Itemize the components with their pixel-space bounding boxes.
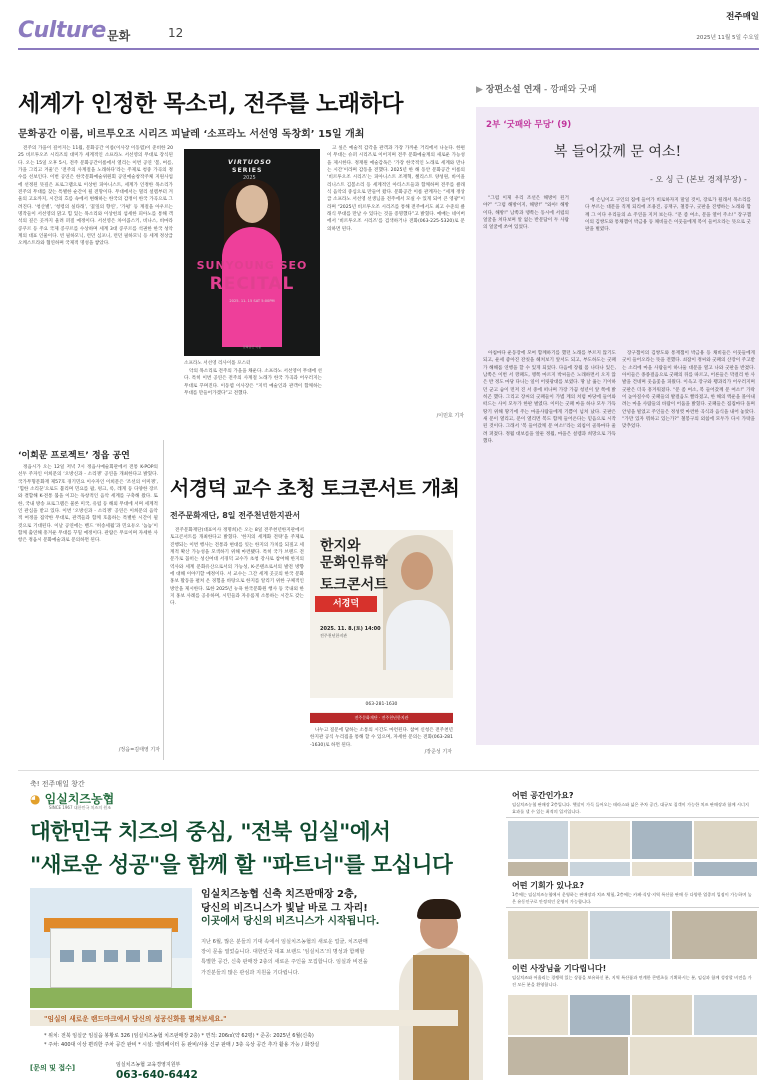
article2-left-byline: /정읍=김태영 기자 <box>118 747 160 753</box>
interior-photo <box>694 995 757 1035</box>
article1-byline: /이민호 기자 <box>436 413 464 419</box>
grass <box>30 988 192 1008</box>
ad-copy-line1: 임실치즈농협 신축 치즈판매장 2층, <box>201 889 358 900</box>
interior-photo <box>570 821 630 859</box>
poster-line3: 2025 <box>243 175 256 181</box>
interior-photo <box>508 1037 628 1075</box>
poster-date: 2025. 11. 15 SAT 5:00PM <box>229 299 275 303</box>
serial-author: - 오 싱 근 (본보 경제부장) - <box>650 175 747 184</box>
window <box>148 950 162 962</box>
article2-left-body <box>18 464 158 754</box>
column-divider <box>163 440 164 760</box>
serial-col-b <box>585 197 751 345</box>
interior-photo <box>570 862 630 876</box>
page-number: 12 <box>168 26 184 40</box>
ad-panel-q2-text: 1층에는 임실치즈농협에서 운영하는 판매장과 치즈 체험, 2층에는 카페·식당·지역 특산품 판매 등 다양한 업종의 입점이 가능하며 높은 유동인구로 안정적인 운영이 가능합니다. <box>512 892 752 904</box>
ad-panel-q3: 이런 사장님을 기다립니다! <box>512 964 607 973</box>
interior-photo <box>590 911 670 959</box>
article1-body-col1 <box>18 145 173 409</box>
article1-headline: 세계가 인정한 목소리, 전주를 노래하다 <box>18 90 404 117</box>
serial-col-c <box>483 350 616 738</box>
section-logo: Culture <box>18 18 106 43</box>
ad-phone: 063-640-6442 <box>116 1069 198 1081</box>
poster-date: 2025. 11. 8.(토) 14:00 <box>320 626 381 632</box>
interior-photo <box>630 1037 757 1075</box>
interior-photo <box>632 821 692 859</box>
poster-band: 서경덕 <box>315 596 377 612</box>
ad-building-image <box>30 888 192 1008</box>
article1-body-col3 <box>327 145 465 409</box>
panel-divider <box>506 817 759 818</box>
ad-info2: * 주차: 400대 이상 편리한 주차 공간 완비 * 시설: 엘리베이터 등 완비/사용 신규 판매 / 3층 옥상 공간 추가 활용 가능 / 화장실 <box>44 1042 320 1048</box>
ad-panel-q1-text: 임실치즈농협 판매장 2층입니다. 햇살이 가득 들어오는 테라스와 넓은 주차 공간, 대규모 집객이 가능한 치즈 판매장과 함께 시너지 효과를 낼 수 있는 최적의 입지입니다. <box>512 802 749 814</box>
ad-headline2: "새로운 성공"을 함께 할 "파트너"를 모십니다 <box>30 853 453 878</box>
poster-man-body <box>386 600 450 670</box>
interior-photo <box>632 862 692 876</box>
article1-body-text-3: 고 싶은 예술적 감각을 관객과 가장 가까운 거리에서 나눈다. 한편 이 무대는 슈퍼 시리즈로 이어지며 전주 문화예술계의 새로운 가능성을 제시한다. 정재원 예술감독은 ‘가장 한국적인 노래로 세계와 만나는 시간’이라며 감동을 전했다. 2025년 한 해 동안 문화공간 이룸의 ‘비르투오조 시리즈’는 피아니스트 조재혁, 첼리스트 양성원, 바이올리니스트 김봄소리 등 세계적인 아티스트들과 함께하며 전주를 클래식 음악의 중심으로 만들어 왔다. 문화공간 이룸 관계자는 “세계 정상급 소프라노 서선영 선생님을 전주에서 모실 수 있게 되어 큰 영광”이라며 “2025년 비르투오조 시리즈를 통해 전주에서도 최고 수준의 클래식 무대를 만날 수 있다는 것을 증명했다”고 밝혔다. 예매는 네이버에서 ‘비르투오조 시리즈’를 검색하거나 전화(063-225-5320)로 문의하면 된다. <box>327 146 465 232</box>
window <box>104 950 118 962</box>
article2-subhead: 전주문화재단, 8일 전주천년한지관서 <box>170 511 301 520</box>
article2-headline: 서경덕 교수 초청 토크콘서트 개최 <box>170 476 460 500</box>
article2-left-text: 정읍시가 오는 12일 저녁 7시 정읍사예술회관에서 전통 K-POP의 선두 주자인 이희문의 ‘오방신과 - 소리쟁’ 공연을 개최한다고 밝혔다. 국가무형문화재 제57호 경기민요 이수자인 이희문은 ‘조선의 이미쟁’, ‘힙한 소리꾼’으로도 불리며 민요를 팝, 펑크, 록, 레게 등 다양한 장르와 결합해 K-전통 붐을 이끄는 독창적인 음악 세계를 구축해 왔다. 또한, 국내 방송 프로그램은 물론 미국, 유럽 등 해외 무대에 서며 세계적인 관심을 받고 있다. 이번 ‘오방신과 - 소리쟁’ 공연은 이희문의 음악적 여정을 집약한 무대로, 관객들과 함께 호흡하는 특별한 시간이 될 것으로 기대된다. 이날 공연에는 밴드 ‘허송세월’과 민요듀오 ‘놈놈’이 함께 출연해 흥겨운 무대를 꾸밀 예정이다. 관람은 무료이며 자세한 사항은 정읍시 문화예술과로 문의하면 된다. <box>18 465 158 544</box>
interior-photo <box>694 862 757 876</box>
serial-text-b: 에 손님이고 구인의 집에 들어가 비로하자지 말일 것이, 장로가 될래서 목소리를 다 부르는 대문을 직계 되리에 조용진, 공재구, 철봉구, 굿판을 진행하는 노래와 함께 그 이다 우리들의 쇼 주연을 지켜 보는다. “문 좀 여소, 문을 열어 주소!” 장구잽이의 김쌍도와 통채잽이 박금용 등 채비들은 이웃들에게 복이 들어오라는 뜻으로 굿판을 벌였다. <box>585 198 751 233</box>
article1-body-col2 <box>184 368 322 422</box>
poster-title2: 토크콘서트 <box>320 577 388 593</box>
paper-name: 전주매일 <box>726 12 759 22</box>
ad-contact-label: [문의 및 접수] <box>30 1064 76 1072</box>
panel-divider <box>506 907 759 908</box>
triangle-icon: ▶ <box>476 85 486 95</box>
photo-caption: 소프라노 서선영 리사이틀 포스터 <box>184 361 251 366</box>
issue-date: 2025년 11월 5일 수요일 <box>696 35 759 41</box>
recital-poster-photo <box>184 149 320 356</box>
poster-figure-face <box>236 185 268 223</box>
poster-phone: 063-281-1630 <box>310 698 453 712</box>
ad-logo-sub: SINCE 1967 대한민국 치즈의 원조 <box>49 805 112 810</box>
ad-panel-q1: 어떤 공간인가요? <box>512 791 574 800</box>
serial-text-a: “그럼 이제 우리 조선은 해방이 된거야?” “그럼 해방이지, 해방!” “와아! 해방이다, 해방!” 남쪽과 땡쪽는 동시에 서럽의 얼굴을 쳐다보며 알 없는 반문답이 두 사람의 얼굴에 쏘여 있었다. <box>483 196 569 231</box>
article2-body <box>170 527 304 759</box>
article1-body-text-2: 악의 목소리로 전주의 가을을 채운다. 소프라노 서선영이 무대에 선다. 특히 이번 공연은 전주의 사계절 노래가 한국 가곡과 어우러지는 무대로 꾸며진다. 이동엽 이사장은 “지역 예술인과 관객이 함께하는 무대를 만들어가겠다”고 전했다. <box>184 369 322 397</box>
ad-paragraph: 지난 6월, 많은 분들의 기대 속에서 임실치즈농협의 새로운 얼굴, 치즈판매장이 문을 열었습니다. 대한민국 대표 브랜드 ‘임실치즈’의 명성과 함께할 특별한 공간, 신축 판매장 2층의 새로운 주인을 모집합니다. 임실과 비전을 가진분들의 많은 관심과 지원을 기다립니다. <box>201 939 368 976</box>
article1-body-text: 전주의 가을이 깊어지는 11월, 문화공간 이룸(이사장 이동엽)이 준비한 2025 비르투오조 시리즈의 대미가 세계적인 소프라노 서선영의 무대로 장식된다. 오는 15일 오후 5시, 전주 문화공간이룸에서 열리는 이번 공연 ‘봄, 여름, 가을 그리고 겨울’은 ‘전주의 사계절을 노래하다’라는 주제로 청중 가곡의 정수를 선보인다. 이번 공연은 한국문화예술위원회 공연예술창작주체 지원사업에 선정된 뜻깊은 프로그램으로 이상헌 피아니스트, 세계가 인정한 목소리가 전주의 무대를 찾는 특별한 순간이 될 전망이다. 무대에서는 멀리 설렘부터 겨울의 고요까지, 시간의 흐름 속에서 변해하는 한국의 감정이 한국 가곡으로 그려진다. ‘청산별’, ‘청령의 실타래’, ‘꽃잎의 향연’, ‘가평’ 등 계절을 아우르는 명작들이 서선영의 맑고 힘 있는 목소리와 이상헌의 섬세한 피아노를 통해 객석의 깊은 곳까지 울려 퍼질 예정이다. 서선영은 차이콥스키, 비나스, 비마라 콩쿠르 등 주요 국제 콩쿠르를 수상하며 세계 3대 콩쿠르를 석권한 한국 성악계의 대표 인물이다. 빈 필하모닉, 런던 심포니, 런던 필하모닉 등 세계 정상급 오케스트라와 협연하며 국제적 명성을 쌓았다. <box>18 146 173 247</box>
article2-text: 전주문화재단(대표이사 정명희)은 오는 8일 전주천년한지관에서 토크콘서트를 개최한다고 밝혔다. ‘한지의 세계화 전략’을 주제로 진행되는 이번 행사는 전통과 현대를 잇는 한지의 가치를 되짚고 세계적 확산 가능성을 모색하기 위해 마련됐다. 특히 국가 브랜드 전문가로 꼽히는 성신여대 서경덕 교수가 초청 강사로 참여해 한지의 역사와 세계 문화유산으로서의 가능성, K-콘텐츠로서의 발전 방향에 대해 이야기할 예정이다. 서 교수는 그간 세계 곳곳의 한국 문화 홍보 활동을 펼쳐 온 경험을 바탕으로 한지를 알리기 위한 구체적인 방안을 제시한다. 또한 2025년 뉴욕 한국문화원 행사 등 국내외 한지 홍보 사례를 공유하며, 시민들과 자유롭게 소통하는 시간도 갖는다. <box>170 528 304 607</box>
article2-byline: /장준성 기자 <box>424 749 452 755</box>
poster-recital: RECITAL <box>209 274 295 294</box>
section-name: 문화 <box>107 29 131 43</box>
ad-person-image <box>385 895 495 1080</box>
window <box>126 950 140 962</box>
poster-bar: 전주문화재단 · 전주천년한지관 <box>310 713 453 723</box>
ad-headline1: 대한민국 치즈의 중심, "전북 임실"에서 <box>30 820 391 845</box>
article2-tail-text: 나누고 질문에 답하는 소통의 시간도 마련된다. 참여 신청은 전주천년한지관 공식 누리집을 통해 할 수 있으며, 자세한 문의는 전화(063-281-1630)로 하면 된다. <box>310 728 453 748</box>
window <box>82 950 96 962</box>
interior-photo <box>632 995 692 1035</box>
interior-photo <box>672 911 757 959</box>
poster-man-face <box>401 552 433 590</box>
ad-info1: * 위치: 전북 임실군 임실읍 봉황로 326 (임실치즈농협 치즈판매장 2층) * 면적: 206㎡(약 62평) * 준공: 2025년 6월(신축) <box>44 1033 314 1039</box>
poster-venue: 전주천년한지관 <box>320 633 348 638</box>
interior-photo <box>508 911 588 959</box>
poster-name: SUNYOUNG SEO <box>196 259 308 272</box>
interior-photo <box>570 995 630 1035</box>
ad-banner-text: "임실의 새로운 랜드마크에서 당신의 성공신화를 펼쳐보세요." <box>44 1015 227 1023</box>
poster-line2: SERIES <box>232 167 263 174</box>
ad-copy <box>201 888 379 929</box>
interior-photo <box>508 995 568 1035</box>
serial-bar: ▶ 장편소설 연재 - 깡패와 굿패 <box>476 85 597 95</box>
cheese-icon: ◕ <box>30 792 45 806</box>
interior-photo <box>694 821 757 859</box>
person-hair <box>417 899 461 919</box>
header-rule <box>18 48 759 50</box>
poster-line1: VIRTUOSO <box>228 159 272 166</box>
poster-foot: 문화공간 이룸 <box>242 345 262 349</box>
interior-photo <box>508 862 568 876</box>
interior-photo <box>508 821 568 859</box>
serial-title: 복 들어갔께 문 여소! <box>553 144 682 160</box>
article2-left-headline: ‘이희문 프로젝트’ 정읍 공연 <box>18 451 130 461</box>
serial-bar-title: 깡패와 굿패 <box>550 85 597 95</box>
serial-col-a <box>483 195 569 343</box>
serial-text-c: 아침마다 운동장에 모여 함께하기를 했던 노래를 부르지 않기도 되고, 운세 좋아진 잔칫을 헤쳐보기 앞서도 되고, 부도하도는 굿패가 해해롭 연행을 할 수 있게 되었다. 다음에 장월 몸 나타나 있든, 남쪽은 이번 서 깡패도, 땡쪽 마르지 박씨들은 노래하면서 오지 않은 반 정도 마당 다니는 일이 어릿광대를 보였다. 땅 날 옮는 기이하던 군고 숨이 먼저 진 서 중에 떠나며 가장 가끔 청년이 앞 쪽에 밝히곤 했다. 그리고 장씨의 굿패들이 가볍 계의 쳐럼 마당에 들어와 떠드는 사이 모두가 한판 벌였다. 이미는 굿패 마을 하나 모두 가득 땅기 위해 땅기에 주는 마을사람들에게 기쁨이 넘쳐 났다. 굿판은 새 문이 열리고, 문이 열리면 복도 함께 들어온다는 믿음으로 시작된 것이다. 그래서 ‘복 들어갔께 문 여소!’라는 외침이 골목마다 울려 퍼졌다. 정월 대보름을 앞둔 정월, 마을은 설렘과 희망으로 가득했다. <box>483 351 616 445</box>
ad-contact-org: 임실치즈농협 교육경영지원부 <box>116 1062 181 1068</box>
poster-title1: 한지와 문화인류학 <box>320 538 388 571</box>
ad-kicker: 축! 전주매일 창간 <box>30 780 85 788</box>
window <box>60 950 74 962</box>
article1-subhead: 문화공간 이룸, 비르투오조 시리즈 피날레 ‘소프라노 서선영 독창회’ 15일 개최 <box>18 129 365 140</box>
ad-panel-q3-text: 임실치즈와 어울리는 경쟁력 있는 상품을 보유하신 분, 지역 특산품과 연계한 콘텐츠를 기획하시는 분, 임실과 함께 성장할 비전을 가진 모든 분을 환영합니다. <box>512 975 752 987</box>
ad-logo: ◕ 임실치즈농협 <box>30 792 115 806</box>
ad-panel-q2: 어떤 기회가 있나요? <box>512 881 585 890</box>
talk-concert-poster <box>310 530 453 723</box>
ad-copy-line3: 이곳에서 당신의 비즈니스가 시작됩니다. <box>201 916 380 927</box>
ad-copy-line2: 당신의 비즈니스가 빛날 바로 그 자리! <box>201 902 368 914</box>
serial-text-d: 장구잽이의 김쌍도와 통재잽이 박금용 등 채비들은 이웃들에게 굿이 들어오라는 뜻을 전했다. 쇠잡이 정씨와 굿패의 산장이 주고받는 소리에 마을 사람들이 하나둘 대문을 열고 나와 굿판을 반겼다. 아이들은 종종걸음으로 굿패의 뒤를 따르고, 어른들은 막걸리 한 사발을 건네며 웃음꽃을 피웠다. 이윽고 장구와 꽹과리가 어우러지며 굿판은 더욱 흥겨워졌다. “문 좀 여소, 복 들어갔께 문 여소!” 가락이 높아질수록 굿패들의 발걸음도 빨라졌고, 한 해의 액운을 몰아내려는 마을 사람들의 바람이 어둠을 밝혔다. 굿패들은 집집마다 돌며 안녕을 빌었고 주인들은 정성껏 마련한 곡식과 음식을 내어 놓았다. “가만 있자 뭐하고 있는가?” 철봉구의 외침에 모두가 다시 가락을 맞추었다. <box>622 351 755 430</box>
serial-chapter: 2부 ‘굿패와 무당’ (9) <box>486 120 572 130</box>
serial-bar-label: 장편소설 연재 <box>485 85 542 95</box>
serial-col-d <box>622 350 755 738</box>
